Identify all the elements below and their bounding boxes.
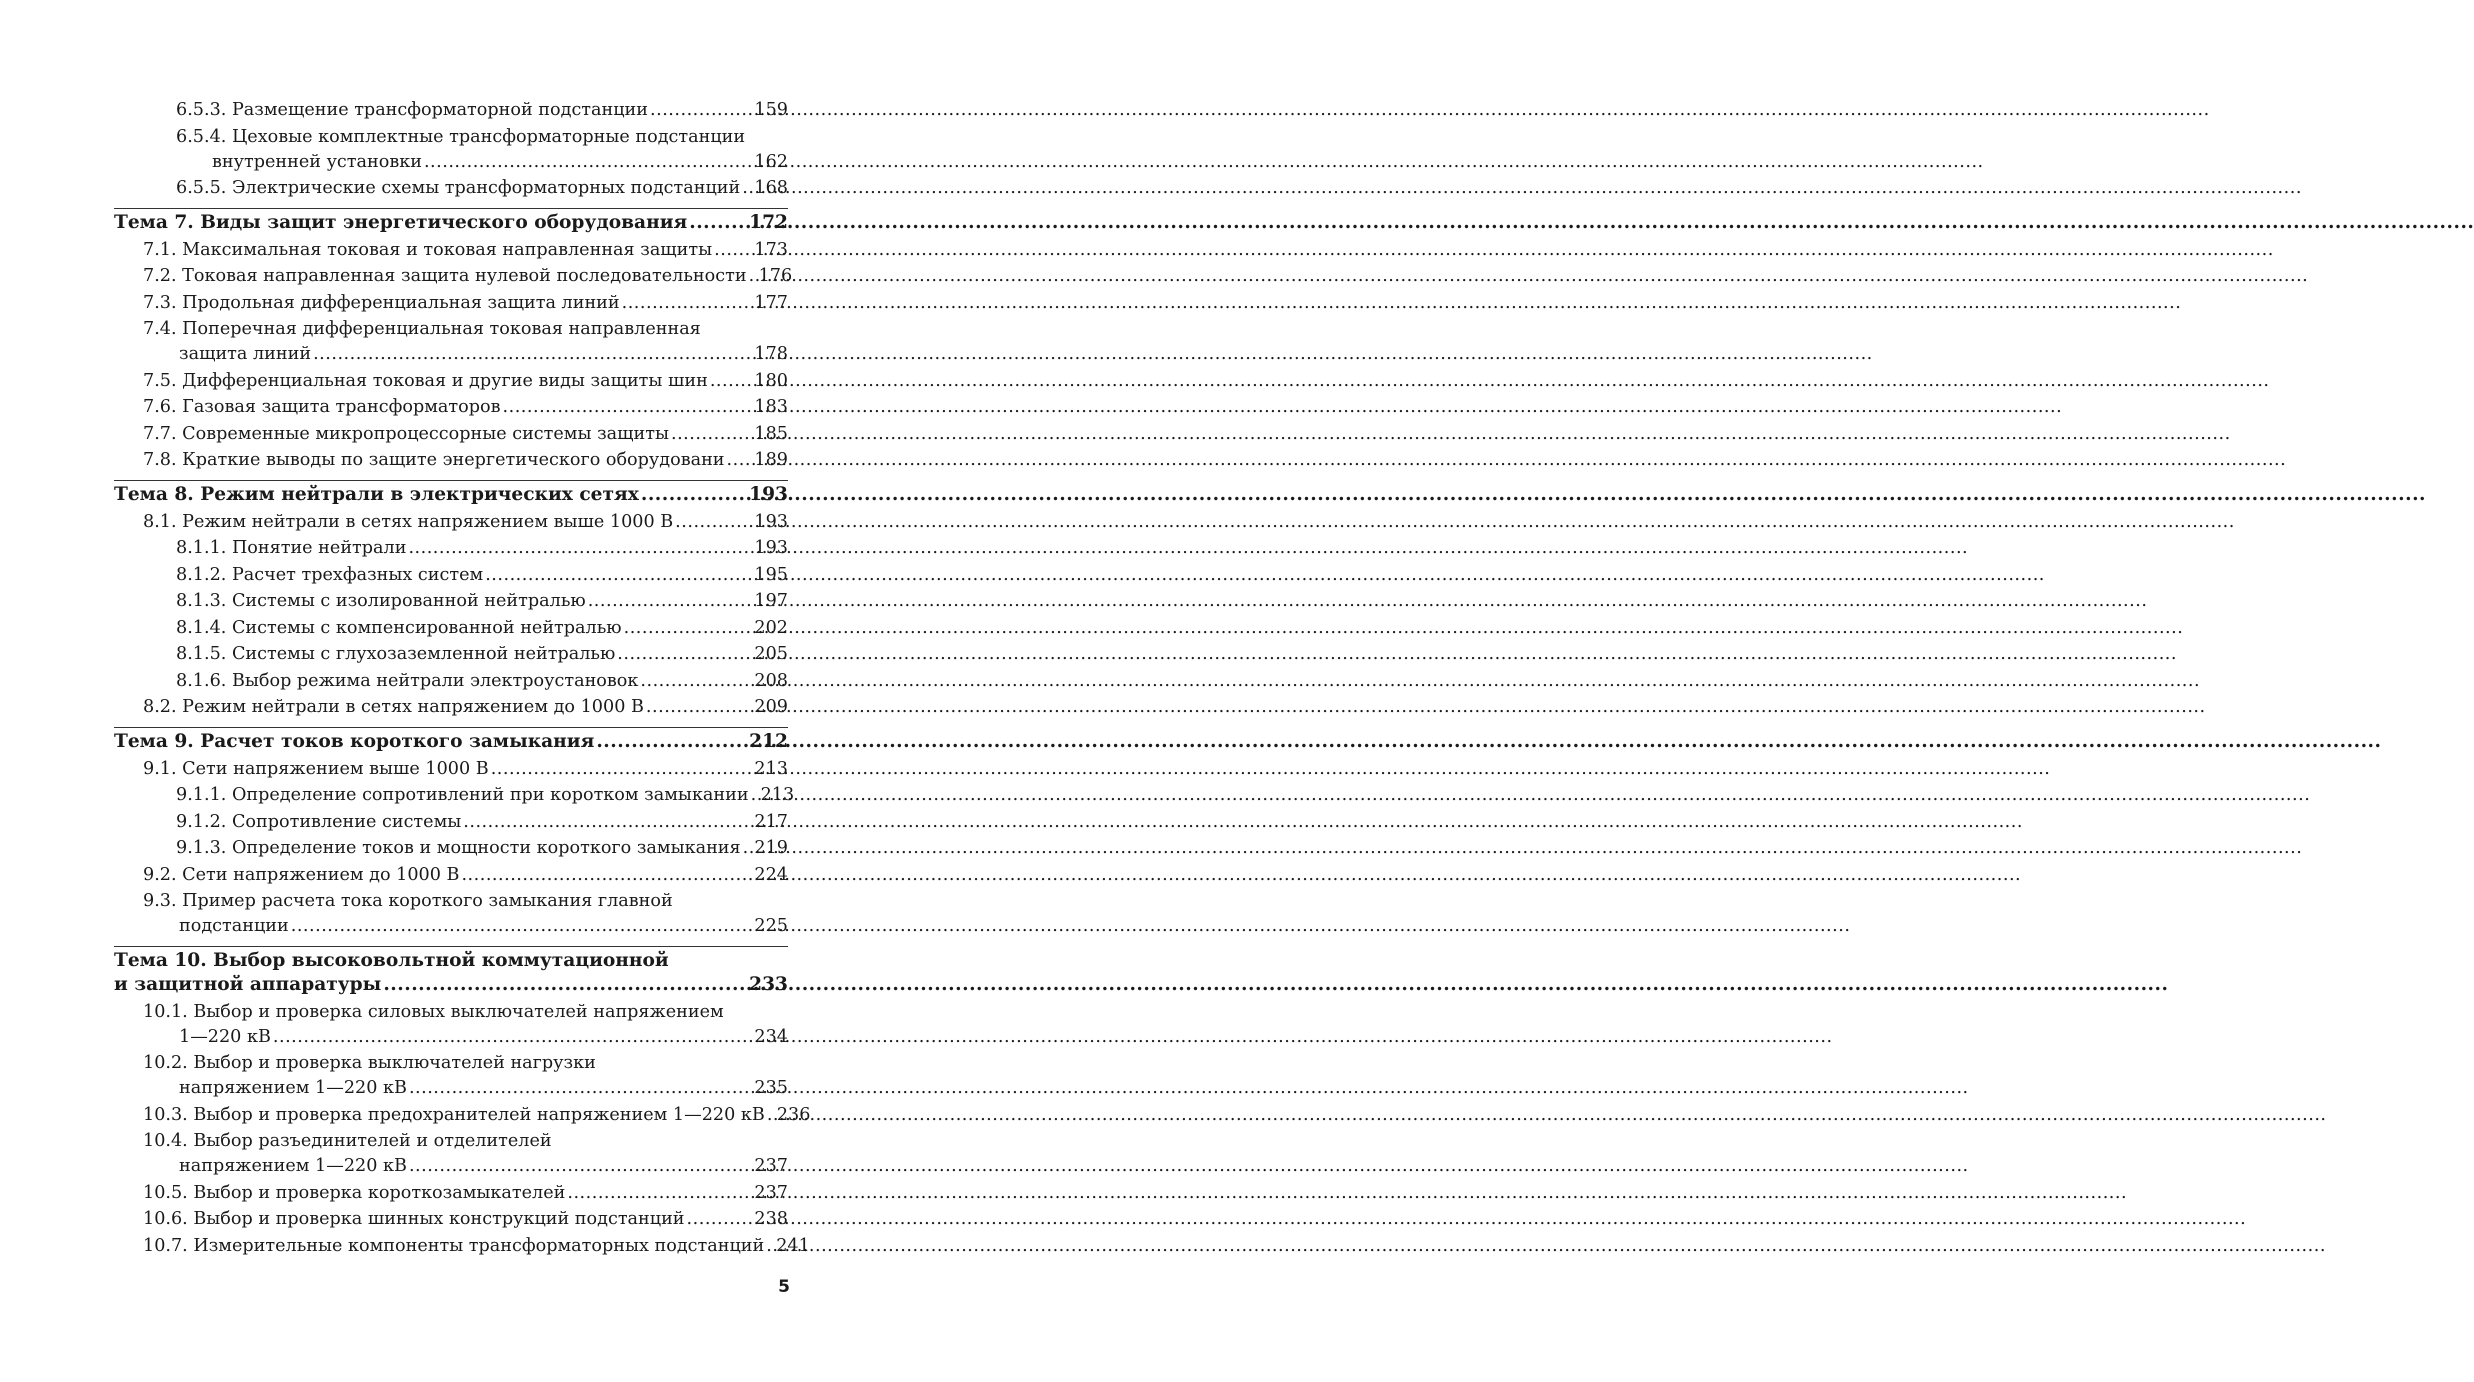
dot-leader <box>689 211 747 235</box>
dot-leader <box>424 150 752 175</box>
toc-entry-title: Тема 7. Виды защит энергетического оборудования <box>114 212 688 233</box>
toc-page-number: 168 <box>754 178 788 198</box>
toc-page-number: 213 <box>754 758 788 779</box>
toc-section-heading <box>114 480 788 507</box>
toc-page-number: 234 <box>754 1026 788 1047</box>
toc-entry-title-continuation: и защитной аппаратуры <box>114 974 382 995</box>
toc-entry <box>114 125 788 175</box>
toc-entry-title: 7.6. Газовая защита трансформаторов <box>143 397 501 417</box>
toc-entry <box>114 98 788 123</box>
toc-entry-row <box>176 176 788 201</box>
toc-entry-row <box>176 669 788 694</box>
toc-entry-row <box>143 264 793 289</box>
toc-entry-title: 8.1.3. Системы с изолированной нейтралью <box>176 591 586 611</box>
toc-entry-row <box>143 238 788 263</box>
toc-entry <box>114 422 788 447</box>
toc-entry-row <box>143 291 788 316</box>
toc-entry-row <box>143 369 788 394</box>
toc-page-number: 159 <box>754 100 788 120</box>
toc-entry-title: 9.1. Сети напряжением выше 1000 В <box>143 758 489 779</box>
toc-page-number: 197 <box>754 591 788 611</box>
toc-entry-row <box>143 1207 788 1232</box>
toc-entry <box>114 510 788 535</box>
toc-entry-row <box>143 342 788 367</box>
toc-entry-title-continuation: напряжением 1—220 кВ <box>179 1156 407 1176</box>
dot-leader <box>622 291 753 316</box>
toc-entry <box>114 889 788 939</box>
toc-entry <box>114 1207 788 1232</box>
toc-entry-row <box>114 211 788 235</box>
toc-page-number: 209 <box>754 697 788 717</box>
toc-entry-row <box>114 483 788 507</box>
dot-leader <box>641 483 747 507</box>
toc-page-number: 237 <box>754 1182 788 1203</box>
toc-page-number: 205 <box>754 644 788 664</box>
toc-entry-title: Тема 9. Расчет токов короткого замыкания <box>114 731 595 752</box>
toc-section-heading <box>114 208 788 235</box>
toc-entry-row <box>176 836 788 861</box>
toc-entry-row <box>143 1154 788 1179</box>
dot-leader <box>640 669 752 694</box>
dot-leader <box>313 342 752 367</box>
toc-entry-row <box>143 422 788 447</box>
toc-entry-row <box>176 536 788 561</box>
toc-entry <box>114 836 788 861</box>
toc-entry-title: 10.5. Выбор и проверка короткозамыкателей <box>143 1182 566 1203</box>
toc-entry-title: 9.1.2. Сопротивление системы <box>176 811 462 832</box>
toc-entry-row <box>143 695 788 720</box>
toc-entry-title: 9.1.3. Определение токов и мощности короткого замыкания <box>176 838 741 858</box>
dot-leader <box>383 973 747 997</box>
toc-entry-row <box>143 863 788 888</box>
toc-entry-title: 10.1. Выбор и проверка силовых выключателей напряжением <box>143 1001 724 1022</box>
dot-leader <box>650 98 752 123</box>
toc-entry-title: 7.3. Продольная дифференциальная защита линий <box>143 292 620 313</box>
toc-entry-row <box>143 1025 788 1050</box>
toc-entry-title: Тема 8. Режим нейтрали в электрических сетях <box>114 484 639 505</box>
dot-leader <box>714 238 752 263</box>
toc-entry-title: 8.1.6. Выбор режима нейтрали электроустановок <box>176 670 639 691</box>
dot-leader <box>503 395 753 420</box>
toc-entry <box>114 291 788 316</box>
toc-entry-title-continuation: напряжением 1—220 кВ <box>179 1078 407 1098</box>
toc-section-heading <box>114 727 788 754</box>
toc-entry-row <box>176 642 788 667</box>
toc-entry-title: 7.4. Поперечная дифференциальная токовая направленная <box>143 319 701 339</box>
page-number: 5 <box>778 1277 790 1297</box>
toc-entry-title: 9.3. Пример расчета тока короткого замыкания главной <box>143 891 673 911</box>
dot-leader <box>463 810 752 835</box>
toc-entry <box>114 1129 788 1179</box>
toc-page-number: 189 <box>754 450 788 470</box>
toc-page-number: 176 <box>758 266 793 286</box>
toc-entry <box>114 783 795 808</box>
dot-leader <box>687 1207 753 1232</box>
toc-entry-title: 10.4. Выбор разъединителей и отделителей <box>143 1131 552 1151</box>
toc-entry-title: 7.2. Токовая направленная защита нулевой последовательности <box>143 266 747 286</box>
dot-leader <box>409 1154 752 1179</box>
toc-entry-title: 9.1.1. Определение сопротивлений при коротком замыкании <box>176 785 749 805</box>
toc-page-number: 185 <box>754 423 788 444</box>
toc-entry-row <box>143 1076 788 1101</box>
dot-leader <box>485 563 752 588</box>
toc-entry <box>114 536 788 561</box>
toc-page-number: 237 <box>754 1156 788 1176</box>
toc-entry-row <box>143 914 788 939</box>
dot-leader <box>588 589 753 614</box>
dot-leader <box>751 783 759 808</box>
toc-entry <box>114 695 788 720</box>
toc-entry <box>114 589 788 614</box>
toc-page-number: 173 <box>754 239 788 260</box>
dot-leader <box>567 1181 752 1206</box>
toc-entry-row <box>143 757 788 782</box>
dot-leader <box>461 863 752 888</box>
toc-page-number: 241 <box>776 1235 810 1256</box>
toc-entry <box>114 810 788 835</box>
toc-entry <box>114 1234 810 1259</box>
toc-page-number: 183 <box>754 397 788 417</box>
toc-entry <box>114 176 788 201</box>
toc-entry-row <box>176 783 795 808</box>
toc-page-number: 233 <box>749 974 788 995</box>
dot-leader <box>675 510 752 535</box>
toc-entry-title-continuation: 1—220 кВ <box>179 1026 271 1047</box>
toc-entry <box>114 317 788 367</box>
toc-entry-title-continuation: защита линий <box>179 344 312 364</box>
dot-leader <box>743 836 753 861</box>
dot-leader <box>291 914 753 939</box>
toc-entry-title: 6.5.4. Цеховые комплектные трансформаторные подстанции <box>176 126 746 147</box>
dot-leader <box>766 1234 774 1259</box>
toc-entry-title: 8.1.1. Понятие нейтрали <box>176 538 407 558</box>
toc-entry-title: 6.5.3. Размещение трансформаторной подстанции <box>176 100 649 120</box>
dot-leader <box>408 536 752 561</box>
toc-page-number: 235 <box>754 1078 788 1098</box>
toc-entry-row <box>143 1103 811 1128</box>
dot-leader <box>617 642 752 667</box>
toc-entry-row <box>143 395 788 420</box>
toc-entry-title: 8.1. Режим нейтрали в сетях напряжением выше 1000 В <box>143 511 674 532</box>
toc-page-number: 212 <box>749 731 788 752</box>
toc-entry-title: 8.1.2. Расчет трехфазных систем <box>176 564 484 585</box>
toc-entry <box>114 757 788 782</box>
toc-entry-title: 7.1. Максимальная токовая и токовая направленная защиты <box>143 239 713 260</box>
toc-entry-title: 10.3. Выбор и проверка предохранителей напряжением 1—220 кВ <box>143 1104 765 1125</box>
table-of-contents <box>114 98 811 1260</box>
toc-entry-row <box>176 616 788 641</box>
toc-entry-row <box>176 563 788 588</box>
dot-leader <box>671 422 752 447</box>
toc-entry-title-continuation: подстанции <box>179 916 289 936</box>
dot-leader <box>624 616 753 641</box>
toc-entry-title-continuation: внутренней установки <box>212 151 422 172</box>
toc-entry-row <box>143 448 788 473</box>
toc-page-number: 238 <box>754 1209 788 1229</box>
toc-page-number: 162 <box>754 151 788 172</box>
toc-entry-row <box>143 1181 788 1206</box>
dot-leader <box>749 264 757 289</box>
dot-leader <box>646 695 752 720</box>
toc-page-number: 178 <box>754 344 788 364</box>
dot-leader <box>409 1076 752 1101</box>
toc-entry <box>114 642 788 667</box>
toc-entry-title: 7.5. Дифференциальная токовая и другие виды защиты шин <box>143 370 708 391</box>
toc-entry-title: 8.1.5. Системы с глухозаземленной нейтралью <box>176 644 616 664</box>
toc-entry <box>114 1181 788 1206</box>
toc-entry-row <box>114 973 788 997</box>
toc-entry-title: 8.2. Режим нейтрали в сетях напряжением до 1000 В <box>143 697 644 717</box>
toc-page-number: 236 <box>776 1104 811 1125</box>
dot-leader <box>742 176 752 201</box>
toc-page-number: 195 <box>754 564 788 585</box>
toc-entry-title: 10.2. Выбор и проверка выключателей нагрузки <box>143 1053 596 1073</box>
toc-page-number: 193 <box>754 511 788 532</box>
toc-entry <box>114 669 788 694</box>
dot-leader <box>727 448 753 473</box>
toc-page-number: 225 <box>754 916 788 936</box>
toc-entry-row <box>143 510 788 535</box>
dot-leader <box>491 757 753 782</box>
toc-page-number: 217 <box>754 811 788 832</box>
toc-entry-title: 10.7. Измерительные компоненты трансформаторных подстанций <box>143 1235 765 1256</box>
toc-entry <box>114 1051 788 1101</box>
toc-entry <box>114 369 788 394</box>
toc-section-heading <box>114 946 788 997</box>
document-page <box>0 0 900 1382</box>
toc-entry-title: 8.1.4. Системы с компенсированной нейтралью <box>176 617 622 638</box>
toc-entry-title: 6.5.5. Электрические схемы трансформаторных подстанций <box>176 178 741 198</box>
toc-entry-title: 7.7. Современные микропроцессорные системы защиты <box>143 423 669 444</box>
toc-entry <box>114 1103 811 1128</box>
toc-page-number: 177 <box>754 292 788 313</box>
dot-leader <box>273 1025 753 1050</box>
dot-leader <box>710 369 753 394</box>
toc-page-number: 193 <box>749 484 788 505</box>
toc-entry <box>114 563 788 588</box>
toc-entry <box>114 616 788 641</box>
toc-page-number: 193 <box>754 538 788 558</box>
toc-entry-row <box>114 730 788 754</box>
toc-page-number: 208 <box>754 670 788 691</box>
toc-page-number: 202 <box>754 617 788 638</box>
dot-leader <box>767 1103 775 1128</box>
toc-page-number: 172 <box>749 212 788 233</box>
toc-entry-title: 7.8. Краткие выводы по защите энергетического оборудовани <box>143 450 725 470</box>
toc-entry-title: 10.6. Выбор и проверка шинных конструкций подстанций <box>143 1209 685 1229</box>
toc-entry-row <box>143 1234 810 1259</box>
toc-entry-title: 9.2. Сети напряжением до 1000 В <box>143 864 460 885</box>
toc-entry-row <box>176 810 788 835</box>
toc-page-number: 219 <box>754 838 788 858</box>
toc-entry <box>114 264 793 289</box>
toc-page-number: 224 <box>754 864 788 885</box>
toc-page-number: 213 <box>760 785 795 805</box>
toc-entry <box>114 238 788 263</box>
toc-entry-row <box>176 98 788 123</box>
toc-page-number: 180 <box>754 370 788 391</box>
toc-entry-row <box>176 150 788 175</box>
toc-entry-title: Тема 10. Выбор высоковольтной коммутационной <box>114 950 669 971</box>
toc-entry <box>114 448 788 473</box>
toc-entry <box>114 395 788 420</box>
toc-entry <box>114 1000 788 1050</box>
toc-entry-row <box>176 589 788 614</box>
dot-leader <box>596 730 747 754</box>
toc-entry <box>114 863 788 888</box>
